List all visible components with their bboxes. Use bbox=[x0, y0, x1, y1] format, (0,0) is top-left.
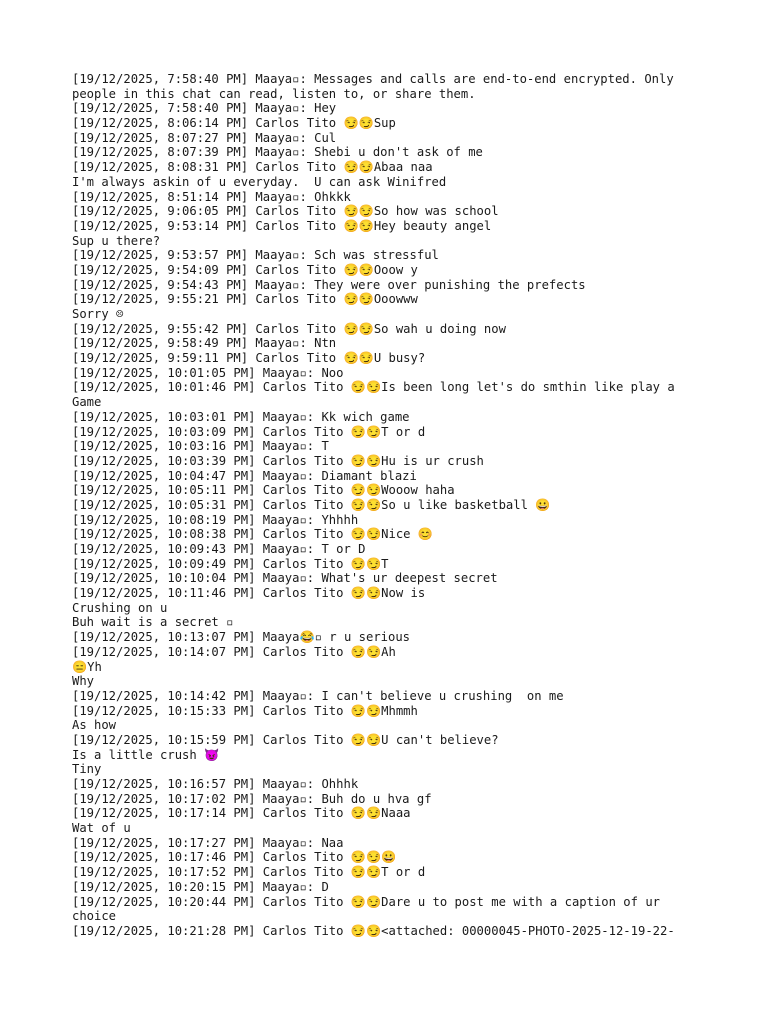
transcript-line: [19/12/2025, 10:11:46 PM] Carlos Tito 😏😏Now is bbox=[72, 586, 426, 601]
transcript-line: Wat of u bbox=[72, 821, 131, 836]
transcript-line: [19/12/2025, 9:54:09 PM] Carlos Tito 😏😏Ooow y bbox=[72, 262, 418, 277]
transcript-line: [19/12/2025, 8:08:31 PM] Carlos Tito 😏😏Abaa naa bbox=[72, 160, 433, 175]
transcript-line: [19/12/2025, 7:58:40 PM] Maaya▫: Messages and calls are end-to-end encrypted. Only bbox=[72, 72, 674, 86]
transcript-line: [19/12/2025, 10:21:28 PM] Carlos Tito 😏😏<attached: 00000045-PHOTO-2025-12-19-22- bbox=[72, 923, 675, 938]
transcript-line: [19/12/2025, 10:17:02 PM] Maaya▫: Buh do u hva gf bbox=[72, 791, 432, 806]
transcript-line: [19/12/2025, 10:17:46 PM] Carlos Tito 😏😏😀 bbox=[72, 850, 397, 865]
transcript-line: Sup u there? bbox=[72, 233, 161, 248]
transcript-line: [19/12/2025, 10:16:57 PM] Maaya▫: Ohhhk bbox=[72, 777, 359, 791]
transcript-line: [19/12/2025, 10:13:07 PM] Maaya😂▫ r u serious bbox=[72, 630, 411, 645]
chat-transcript bbox=[72, 72, 712, 939]
transcript-line: [19/12/2025, 10:10:04 PM] Maaya▫: What's ur deepest secret bbox=[72, 571, 498, 586]
transcript-line: [19/12/2025, 10:20:44 PM] Carlos Tito 😏😏Dare u to post me with a caption of ur bbox=[72, 894, 660, 909]
transcript-line: [19/12/2025, 10:14:42 PM] Maaya▫: I can't believe u crushing on me bbox=[72, 688, 564, 703]
transcript-line: [19/12/2025, 10:17:27 PM] Maaya▫: Naa bbox=[72, 835, 344, 850]
transcript-line: I'm always askin of u everyday. U can ask Winifred bbox=[72, 174, 447, 189]
transcript-line: [19/12/2025, 10:17:52 PM] Carlos Tito 😏😏T or d bbox=[72, 865, 426, 880]
transcript-line: Crushing on u bbox=[72, 600, 168, 615]
transcript-line: [19/12/2025, 10:17:14 PM] Carlos Tito 😏😏Naaa bbox=[72, 806, 411, 821]
transcript-line: [19/12/2025, 10:05:31 PM] Carlos Tito 😏😏So u like basketball 😀 bbox=[72, 497, 551, 512]
transcript-line: choice bbox=[72, 909, 117, 924]
transcript-line: [19/12/2025, 9:55:21 PM] Carlos Tito 😏😏Ooowww bbox=[72, 292, 418, 307]
transcript-line: [19/12/2025, 10:01:46 PM] Carlos Tito 😏😏Is been long let's do smthin like play a bbox=[72, 380, 675, 395]
transcript-line: [19/12/2025, 10:03:09 PM] Carlos Tito 😏😏T or d bbox=[72, 424, 426, 439]
transcript-line: [19/12/2025, 10:08:38 PM] Carlos Tito 😏😏Nice 😊 bbox=[72, 527, 434, 542]
transcript-line: Tiny bbox=[72, 762, 102, 777]
transcript-line: [19/12/2025, 10:05:11 PM] Carlos Tito 😏😏Wooow haha bbox=[72, 483, 455, 498]
transcript-line: [19/12/2025, 9:53:14 PM] Carlos Tito 😏😏Hey beauty angel bbox=[72, 218, 492, 233]
transcript-line: Why bbox=[72, 674, 95, 689]
transcript-line: people in this chat can read, listen to, or share them. bbox=[72, 86, 476, 101]
transcript-line: [19/12/2025, 8:07:27 PM] Maaya▫: Cul bbox=[72, 130, 337, 145]
transcript-line: Buh wait is a secret ▫ bbox=[72, 615, 234, 630]
transcript-line: [19/12/2025, 8:51:14 PM] Maaya▫: Ohkkk bbox=[72, 189, 351, 204]
transcript-line: [19/12/2025, 9:58:49 PM] Maaya▫: Ntn bbox=[72, 336, 337, 351]
transcript-line: Is a little crush 😈 bbox=[72, 747, 220, 762]
transcript-line: [19/12/2025, 7:58:40 PM] Maaya▫: Hey bbox=[72, 101, 337, 116]
transcript-line: [19/12/2025, 8:07:39 PM] Maaya▫: Shebi u don't ask of me bbox=[72, 145, 483, 160]
transcript-line: [19/12/2025, 10:04:47 PM] Maaya▫: Diamant blazi bbox=[72, 468, 417, 483]
transcript-line: As how bbox=[72, 718, 117, 733]
transcript-line: 😑Yh bbox=[72, 659, 102, 674]
transcript-line: [19/12/2025, 10:03:01 PM] Maaya▫: Kk wich game bbox=[72, 409, 410, 424]
transcript-line: [19/12/2025, 8:06:14 PM] Carlos Tito 😏😏Sup bbox=[72, 116, 396, 131]
transcript-line: [19/12/2025, 9:06:05 PM] Carlos Tito 😏😏So how was school bbox=[72, 204, 499, 219]
transcript-line: [19/12/2025, 9:55:42 PM] Carlos Tito 😏😏So wah u doing now bbox=[72, 321, 506, 336]
transcript-line: [19/12/2025, 9:59:11 PM] Carlos Tito 😏😏U busy? bbox=[72, 351, 426, 366]
transcript-line: [19/12/2025, 10:09:43 PM] Maaya▫: T or D bbox=[72, 542, 366, 556]
transcript-line: [19/12/2025, 10:09:49 PM] Carlos Tito 😏😏T bbox=[72, 556, 389, 571]
transcript-line: Game bbox=[72, 395, 102, 410]
transcript-line: Sorry ☹ bbox=[72, 307, 124, 321]
transcript-line: [19/12/2025, 10:03:39 PM] Carlos Tito 😏😏Hu is ur crush bbox=[72, 453, 484, 468]
transcript-line: [19/12/2025, 10:03:16 PM] Maaya▫: T bbox=[72, 439, 329, 454]
transcript-line: [19/12/2025, 10:15:59 PM] Carlos Tito 😏😏U can't believe? bbox=[72, 732, 499, 747]
transcript-line: [19/12/2025, 9:54:43 PM] Maaya▫: They were over punishing the prefects bbox=[72, 277, 586, 292]
transcript-line: [19/12/2025, 10:14:07 PM] Carlos Tito 😏😏Ah bbox=[72, 644, 396, 659]
transcript-line: [19/12/2025, 9:53:57 PM] Maaya▫: Sch was stressful bbox=[72, 248, 439, 263]
transcript-line: [19/12/2025, 10:01:05 PM] Maaya▫: Noo bbox=[72, 365, 344, 380]
transcript-line: [19/12/2025, 10:15:33 PM] Carlos Tito 😏😏Mhmmh bbox=[72, 703, 418, 718]
transcript-line: [19/12/2025, 10:08:19 PM] Maaya▫: Yhhhh bbox=[72, 512, 359, 527]
transcript-line: [19/12/2025, 10:20:15 PM] Maaya▫: D bbox=[72, 879, 329, 894]
